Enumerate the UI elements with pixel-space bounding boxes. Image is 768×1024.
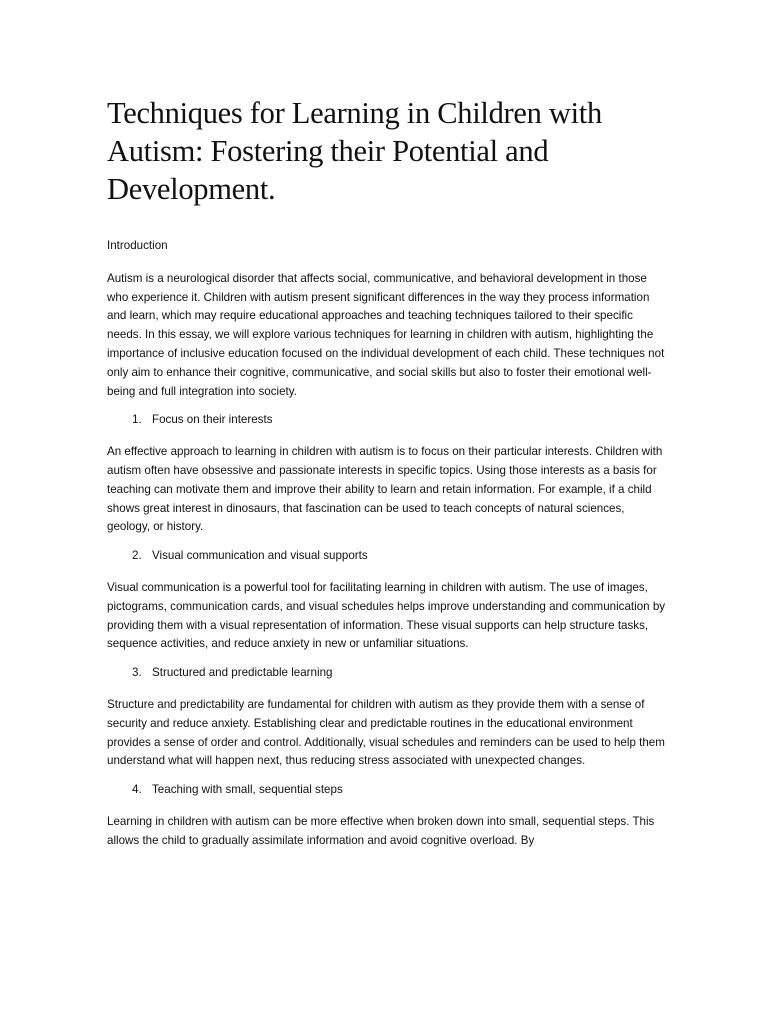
section-number: 1. xyxy=(132,413,142,427)
section-heading-text: Focus on their interests xyxy=(152,413,273,427)
document-title: Techniques for Learning in Children with Autism: Fostering their Potential and Development. xyxy=(107,96,602,206)
section-number: 3. xyxy=(132,666,142,680)
section-paragraph-3: Structure and predictability are fundamental for children with autism as they provide them with a sense of security and reduce anxiety. Establishing clear and predictable routines in the educational environment provides a sense of order and control. Additionally, visual schedules and reminders can be used to help them understand what will happen next, thus reducing stress associated with unexpected changes. xyxy=(107,697,665,768)
section-paragraph-1: An effective approach to learning in children with autism is to focus on their particular interests. Children with autism often have obsessive and passionate interests in specific topics. Using those interests as a basis for teaching can motivate them and improve their ability to learn and retain information. For example, if a child shows great interest in dinosaurs, that fascination can be used to teach concepts of natural sciences, geology, or history. xyxy=(107,445,663,534)
section-paragraph-2: Visual communication is a powerful tool for facilitating learning in children with autism. The use of images, pictograms, communication cards, and visual schedules helps improve understanding and communication by providing them with a visual representation of information. These visual supports can help structure tasks, sequence activities, and reduce anxiety in new or unfamiliar situations. xyxy=(107,580,666,651)
section-heading-2 xyxy=(132,547,667,566)
section-heading-text: Structured and predictable learning xyxy=(152,666,333,680)
section-heading-text: Visual communication and visual supports xyxy=(152,549,368,563)
document-content xyxy=(107,94,667,861)
section-heading-text: Teaching with small, sequential steps xyxy=(152,783,343,797)
section-heading-1 xyxy=(132,411,667,430)
section-paragraph-4: Learning in children with autism can be more effective when broken down into small, sequential steps. This allows the child to gradually assimilate information and avoid cognitive overload. By xyxy=(107,814,655,847)
introduction-heading: Introduction xyxy=(107,239,168,252)
introduction-paragraph: Autism is a neurological disorder that affects social, communicative, and behavioral development in those who experience it. Children with autism present significant differences in the way they process information and learn, which may require educational approaches and teaching techniques tailored to their specific needs. In this essay, we will explore various techniques for learning in children with autism, highlighting the importance of inclusive education focused on the individual development of each child. These techniques not only aim to enhance their cognitive, communicative, and social skills but also to foster their emotional well-being and full integration into society. xyxy=(107,271,665,398)
section-heading-3 xyxy=(132,664,667,683)
section-number: 4. xyxy=(132,783,142,797)
section-number: 2. xyxy=(132,549,142,563)
section-heading-4 xyxy=(132,781,667,800)
